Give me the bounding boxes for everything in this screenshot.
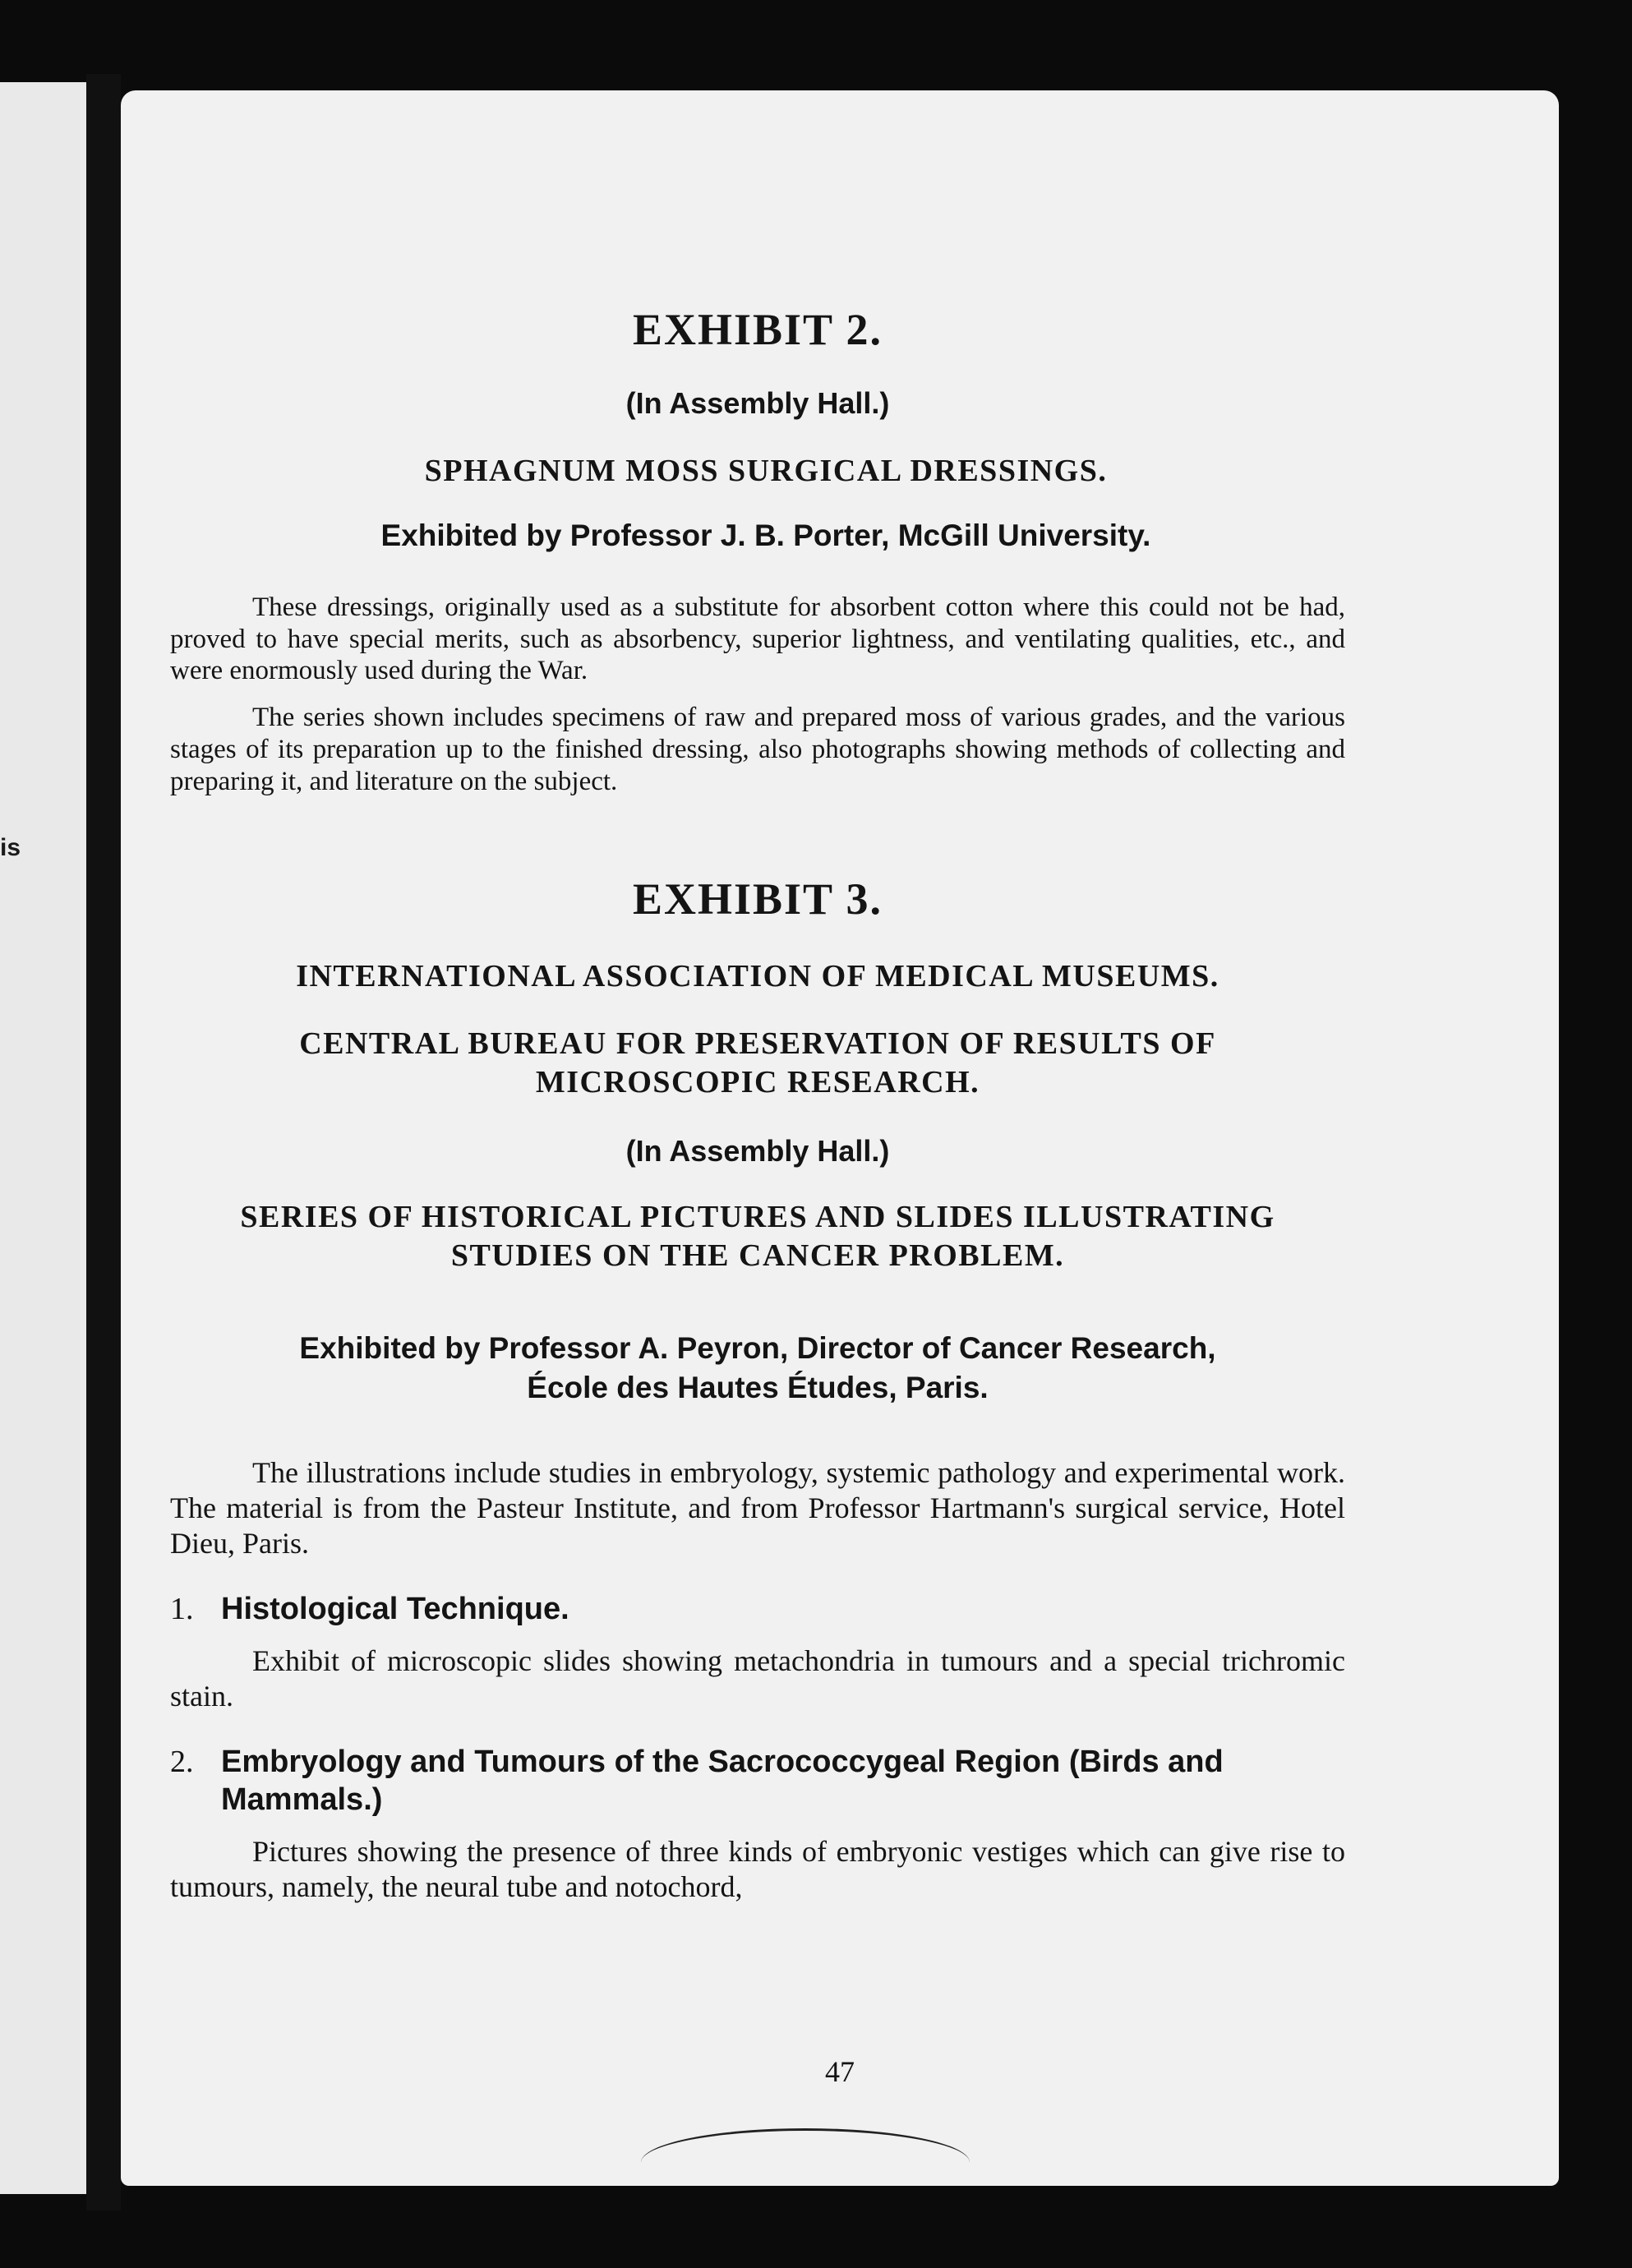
- item-2-number: 2.: [170, 1745, 194, 1780]
- exhibit-2-section: [170, 304, 1345, 798]
- exhibit-3-item-1: [170, 1591, 1345, 1714]
- exhibit-2-location: (In Assembly Hall.): [625, 386, 890, 420]
- exhibit-3-exhibitor-line-2: École des Hautes Études, Paris.: [527, 1370, 989, 1404]
- page-number: 47: [825, 2055, 855, 2088]
- exhibit-2-paragraph-1: These dressings, originally used as a substitute for absorbent cotton where this could not be had, proved to have special merits, such as absorbency, superior lightness, and ventilating qualities, etc., and were enormously used during the War.: [170, 592, 1345, 686]
- item-2-heading: Embryology and Tumours of the Sacrococcygeal Region (Birds and Mammals.): [221, 1745, 1224, 1818]
- exhibit-3-item-2: [170, 1744, 1345, 1905]
- exhibit-2-paragraph-2: The series shown includes specimens of raw and prepared moss of various grades, and the various stages of its preparation up to the finished dressing, also photographs showing methods of collecting and preparing it, and literature on the subject.: [170, 703, 1345, 797]
- item-1-heading-line: [170, 1591, 1345, 1629]
- exhibit-3-heading-bureau: CENTRAL BUREAU FOR PRESERVATION OF RESULTS OF MICROSCOPIC RESEARCH.: [299, 1026, 1216, 1100]
- item-2-text: Pictures showing the presence of three kinds of embryonic vestiges which can give rise to tumours, namely, the neural tube and notochord,: [170, 1834, 1345, 1903]
- exhibit-3-location: (In Assembly Hall.): [625, 1133, 890, 1168]
- book-gutter: [86, 74, 121, 2210]
- item-1-text: Exhibit of microscopic slides showing metachondria in tumours and a special trichromic stain.: [170, 1644, 1345, 1713]
- exhibit-2-title: EXHIBIT 2.: [632, 305, 883, 354]
- page-curl-shadow: [641, 2128, 970, 2197]
- adjacent-page-edge: [0, 82, 86, 2194]
- exhibit-3-section: [170, 874, 1345, 1905]
- adjacent-page-text-fragment: is: [0, 834, 21, 861]
- exhibit-3-heading-association: INTERNATIONAL ASSOCIATION OF MEDICAL MUSEUMS.: [296, 959, 1219, 994]
- page-content: [170, 304, 1345, 1905]
- book-page: [121, 90, 1559, 2186]
- exhibit-3-title: EXHIBIT 3.: [632, 874, 883, 924]
- exhibit-2-heading: SPHAGNUM MOSS SURGICAL DRESSINGS.: [424, 454, 1108, 488]
- item-1-number: 1.: [170, 1592, 194, 1627]
- exhibit-2-exhibitor: Exhibited by Professor J. B. Porter, McGill University.: [380, 518, 1151, 552]
- exhibit-3-intro: The illustrations include studies in embryology, systemic pathology and experimental work. The material is from the Pasteur Institute, and from Professor Hartmann's surgical service, Hotel Dieu, Paris.: [170, 1455, 1345, 1560]
- exhibit-3-heading-series: SERIES OF HISTORICAL PICTURES AND SLIDES ILLUSTRATING STUDIES ON THE CANCER PROBLEM.: [240, 1199, 1275, 1274]
- item-2-heading-line: [170, 1744, 1345, 1819]
- item-1-heading: Histological Technique.: [221, 1592, 569, 1627]
- exhibit-3-exhibitor-line-1: Exhibited by Professor A. Peyron, Director of Cancer Research,: [299, 1330, 1216, 1365]
